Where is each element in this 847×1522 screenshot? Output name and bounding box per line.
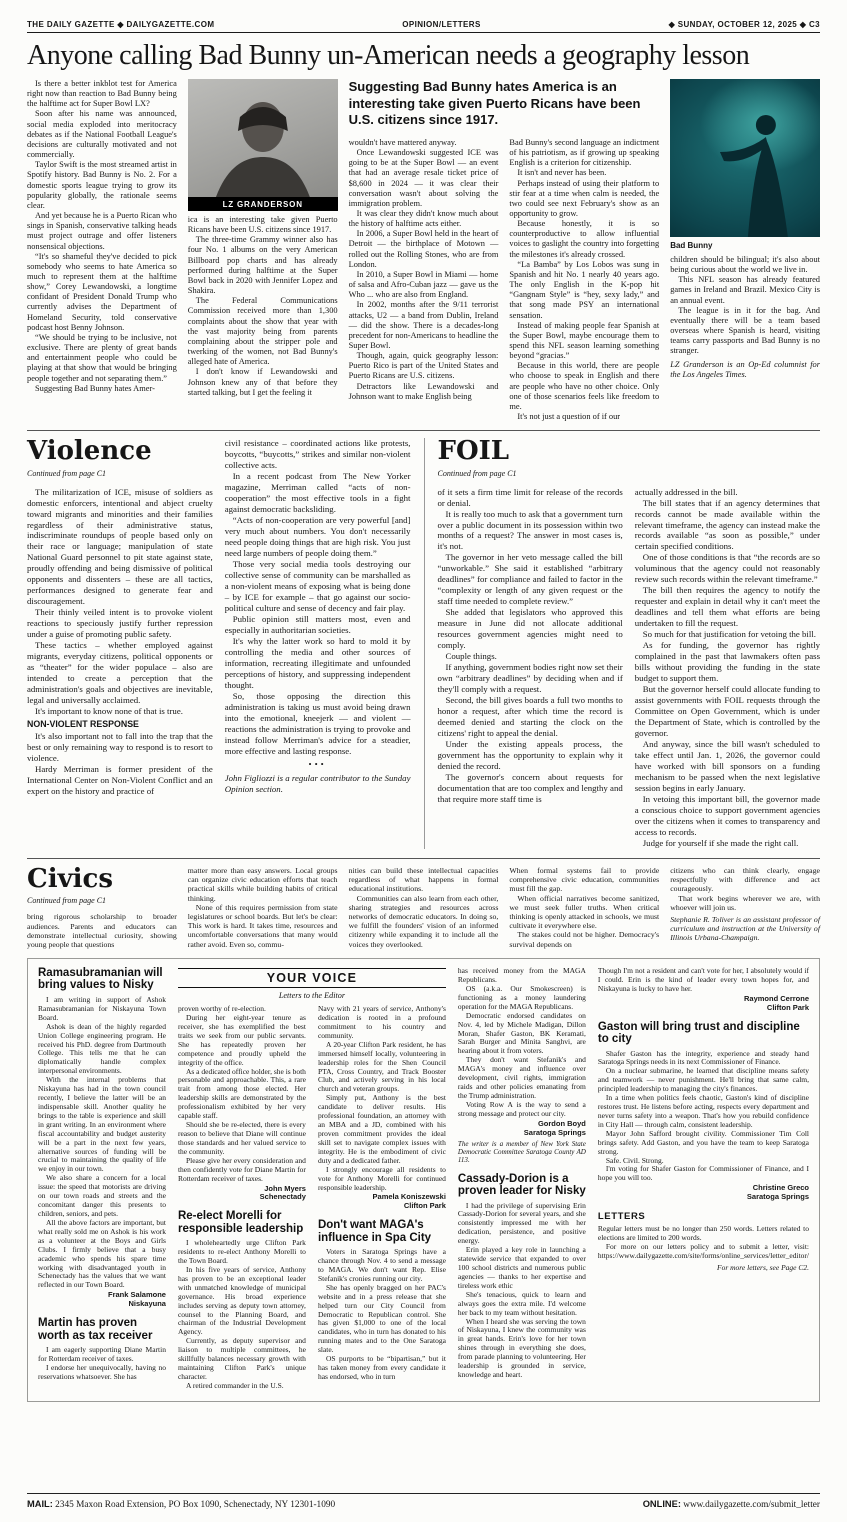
signature-location: Niskayuna: [128, 1299, 166, 1309]
paragraph: As for funding, the governor has rightly complained in the past that lawmakers often pass bills without providing the funding in the state budget to support them.: [634, 640, 820, 684]
paragraph: Erin played a key role in launching a statewide service that expanded to over 100 school districts and numerous public agencies — thanks to her expertise and tireless work ethic: [457, 1245, 586, 1290]
article-column-4: [509, 138, 659, 422]
signature-location: Schenectady: [259, 1192, 306, 1202]
letter-heading: Re-elect Morelli for responsible leadership: [177, 1210, 304, 1235]
paragraph: This NFL season has already featured games in Ireland and Brazil. Mexico City is an annual event.: [670, 275, 820, 305]
italic-note: For more letters, see Page C2.: [717, 1262, 809, 1272]
signature-name: Raymond Cerrone: [743, 993, 809, 1003]
paragraph: Once Lewandowski suggested ICE was going to be at the Super Bowl — an event that had an average resale ticket price of $8,600 in 2024 — it was clear their conversation wasn't about solving the immigration problem.: [348, 148, 499, 208]
paragraph: Suggesting Bad Bunny hates Amer-: [35, 383, 155, 393]
paragraph: Second, the bill gives boards a full two months to honor a request, after which time the record is deemed denied and starting the clock on the citizens' right to appeal the denial.: [437, 695, 623, 739]
foil-column-2: [635, 487, 820, 849]
violence-column-1: [27, 487, 213, 798]
foil-column-1: [438, 487, 623, 849]
paragraph: “Acts of non-cooperation are very powerful [and] very much about numbers. You don't necessarily need people doing things that are high risk. You just need large numbers of people doing them.”: [224, 515, 411, 559]
signature-location: Saratoga Springs: [746, 1192, 809, 1202]
civics-column-1: [27, 912, 177, 949]
paragraph: I had the privilege of supervising Erin Cassady-Dorion for several years, and she consistently impressed me with her dedication, persistence, and positive energy.: [457, 1200, 586, 1246]
violence-continued-line: Continued from page C1: [27, 468, 107, 478]
paragraph: When official narratives become sanitized, we must seek fuller truths. When critical thinking is openly attacked in schools, we must cultivate it everywhere else.: [509, 893, 660, 931]
pull-quote: Suggesting Bad Bunny hates America is an interesting take given Puerto Ricans have been U.S. citizens since 1917.: [348, 79, 641, 128]
paragraph: Currently, as deputy supervisor and liaison to multiple committees, he skillfully balances necessary growth with maintaining Clifton Park's unique character.: [177, 1336, 306, 1381]
paragraph: has received money from the MAGA Republicans.: [457, 966, 586, 984]
letters-column-5-text: [598, 967, 809, 1202]
paragraph: When formal systems fail to provide comprehensive civic education, communities must fill the gap.: [509, 866, 660, 894]
paragraph: She has openly bragged on her PAC's website and in a press release that she helped turn our City Council from Democratic to Republican control. She has given $1,000 to one of the local candidates, who in turn has donated to his running mates and to the One Saratoga slate.: [317, 1282, 446, 1355]
paragraph: “La Bamba” by Los Lobos was sung in Spanish and hit No. 1 nearly 40 years ago. The only English in the K-pop hit “Gangnam Style” is “hey, sexy lady,” and that song made PSY an international sensation.: [509, 259, 660, 320]
paragraph: actually addressed in the bill.: [634, 486, 738, 497]
paragraph: Shafer Gaston has the integrity, experience and steady hand Saratoga Springs needs in its next Commissioner of Finance.: [597, 1048, 809, 1067]
civics-heading-column: [27, 866, 177, 949]
paragraph: proven worthy of re-election.: [177, 1004, 266, 1014]
letters-column-4: [458, 967, 586, 1391]
performer-silhouette-icon: [670, 79, 820, 237]
violence-column-1-wrap: [27, 438, 213, 797]
signature-name: Frank Salamone: [108, 1290, 166, 1300]
civics-title: Civics: [27, 864, 114, 895]
foil-section: [424, 438, 821, 849]
paragraph: The militarization of ICE, misuse of soldiers as domestic enforcers, intentional and abject cruelty toward migrants and minorities and their families regardless of their administrative status, indiscriminate roundups of people based only on their race or language; manipulation of state National Guard personnel to pit state against state, proudly offending and being dismissive of political opponents and dissenters – these are all tactics, performances designed to generate fear and discouragement.: [27, 486, 213, 607]
paragraph: The governor's concern about requests for documentation that are too complex and lengthy and that require more staff time is: [437, 772, 623, 805]
letter-heading: Gaston will bring trust and discipline to city: [597, 1020, 800, 1046]
letter-heading: Don't want MAGA's influence in Spa City: [317, 1219, 432, 1244]
civics-column-5: [670, 866, 820, 949]
separator: •••: [308, 758, 327, 769]
paragraph: Voters in Saratoga Springs have a chance through Nov. 4 to send a message to MAGA. We don't want Rep. Elise Stefanik's cronies running our city.: [317, 1247, 446, 1283]
signature-name: John Myers: [264, 1183, 306, 1193]
paragraph: And anyway, since the bill wasn't scheduled to take effect until Jan. 1, 2026, the governor could have worked with bill sponsors on a funding mechanism to be passed when the next legislative session begins in early January.: [634, 739, 820, 794]
online-label: ONLINE:: [642, 1499, 681, 1509]
civics-column-2: [188, 866, 338, 949]
paragraph: They don't want Stefanik's and MAGA's money and influence over development, civil rights, immigration raids and other policies emanating from the Trump administration.: [457, 1055, 586, 1100]
paragraph: Public opinion still matters most, even and especially in authoritarian societies.: [224, 614, 411, 635]
your-voice-header: [178, 967, 446, 1000]
paragraph: We also share a concern for a local issue: the speed that motorists are driving on our town roads and streets and the concomitant danger this presents to children, seniors, and pets.: [38, 1173, 166, 1219]
bad-bunny-photo-figure: [670, 79, 820, 237]
letter-heading: Cassady-Dorion is a proven leader for Nisky: [457, 1172, 586, 1198]
columnist-photo-figure: [188, 79, 338, 211]
continued-sections-row: [27, 430, 820, 858]
paragraph: A retired commander in the U.S.: [185, 1380, 284, 1390]
paragraph: Is there a better inkblot test for America right now than reaction to Bad Bunny being the halftime act for Super Bowl LX?: [27, 79, 177, 109]
foil-continued-line: Continued from page C1: [437, 468, 517, 478]
letters-column-5: [598, 967, 809, 1391]
signature-location: Clifton Park: [403, 1201, 446, 1211]
letters-policy-title: LETTERS: [597, 1211, 646, 1223]
paragraph: Communities can also learn from each other, sharing strategies and resources across networks of democratic educators. In doing so, we fulfill the founders' vision of an informed citizenry while expanding it to include all the voices they overlooked.: [348, 893, 499, 949]
paragraph: One of those conditions is that “the records are so voluminous that the agency could not reasonably review such records within the relevant timeframe.”: [634, 552, 820, 585]
paragraph: It's important to know none of that is true.: [35, 706, 183, 717]
paragraph: All the above factors are important, but what really sold me on Ashok is his work as a volunteer at the Boys and Girls Clubs. I firmly believe that a busy academic who spends his spare time working with disadvantaged youth in Schenectady has the values that we want reflected in our Town Board.: [38, 1217, 166, 1290]
article-column-5: [670, 79, 820, 422]
paragraph: In 2006, a Super Bowl held in the heart of Detroit — the birthplace of Motown — rolled out the Rolling Stones, who are from London.: [348, 229, 499, 269]
paragraph: If anything, government bodies right now set their own “arbitrary deadlines” by deciding when and if they'll comply with a request.: [437, 662, 623, 695]
civics-column-3: [349, 866, 499, 949]
paragraph: Because in this world, there are people who choose to speak in English and there are people who have no other choice. Only one of those scenarios feels like freedom to me.: [509, 361, 660, 411]
paragraph: The stakes could not be higher. Democracy's survival depends on: [509, 930, 660, 949]
paragraph: These tactics – whether employed against migrants, everyday citizens, political opponents or as “theater” for the wider populace – also are intended to create a perception that the administration's goals and objectives are inevitable, legal and universally acclaimed.: [27, 640, 213, 706]
mail-address: 2345 Maxon Road Extension, PO Box 1090, Schenectady, NY 12301-1090: [55, 1500, 336, 1510]
paragraph: It's why the latter work so hard to mold it by controlling the media and other sources of information, recreating illegitimate and unfounded perceptions of history, and suppressing independent thought.: [224, 635, 411, 690]
paragraph: I wholeheartedly urge Clifton Park residents to re-elect Anthony Morelli to the Town Board.: [177, 1238, 306, 1266]
author-credit: John Figliozzi is a regular contributor to the Sunday Opinion section.: [224, 772, 411, 794]
paragraph: matter more than easy answers. Local groups can organize civic education efforts that teach practical skills while building habits of critical thinking.: [187, 866, 338, 903]
paragraph: So, those opposing the direction this administration is taking us must avoid being drawn into the emotional, kneejerk — and violent — reactions the administration is trying to provoke and instead follow Merriman's advice for a steadier, more effective and lasting response.: [224, 690, 411, 756]
article-column-5-text: [670, 255, 820, 380]
paragraph: I endorse her unequivocally, having no reservations whatsoever. She has: [38, 1362, 166, 1381]
signature-name: Pamela Koniszewski: [372, 1192, 446, 1202]
masthead-section-title: OPINION/LETTERS: [402, 20, 481, 29]
letters-column-3: [318, 1005, 446, 1391]
letter-heading: Martin has proven worth as tax receiver: [38, 1317, 153, 1342]
paragraph: “We should be trying to be inclusive, not exclusive. There are plenty of great bands and entertainment people who could be playing at that show that would be bringing people together and not separating them.”: [27, 332, 177, 383]
paragraph: Judge for yourself if she made the right call.: [642, 838, 799, 849]
paragraph: I am writing in support of Ashok Ramasubramanian for Niskayuna Town Board.: [38, 994, 166, 1022]
paragraph: Bad Bunny's second language an indictment of his patriotism, as if growing up speaking English is a criterion for citizenship.: [509, 137, 660, 168]
paragraph: Should she be re-elected, there is every reason to believe that Diane will continue those standards and her valued service to the community.: [177, 1120, 306, 1156]
paragraph: Hardy Merriman is former president of the International Center on Non-Violent Conflict and an expert on the history and practice of: [27, 764, 213, 797]
foil-title: FOIL: [437, 436, 510, 467]
signature-location: Saratoga Springs: [523, 1127, 586, 1137]
paragraph: I am eagerly supporting Diane Martin for Rotterdam receiver of taxes.: [38, 1344, 166, 1363]
paragraph: nities can build these intellectual capacities regardless of what happens in formal educational institutions.: [348, 866, 499, 894]
paragraph: As a dedicated office holder, she is both personable and approachable. This, a rare trait from among those elected. Her leadership skills are demonstrated by the professionalism exhibited by her very capable staff.: [177, 1066, 306, 1121]
paragraph: Detractors like Lewandowski and Johnson want to make English being: [348, 381, 499, 401]
main-article: [27, 79, 820, 428]
paragraph: With the internal problems that Niskayuna has had in the town council recently, I believe the latter will be an indispensable skill. Another quality he brings to the table is experience and skill in grant writing. In an environment where fiscal accountability and budget austerity will be a part in the next few years, alternative sources of funding will be crucial to maintaining the quality of life we enjoy in our town.: [38, 1075, 166, 1174]
paragraph: Please give her every consideration and then confidently vote for Diane Martin for Rotterdam receiver of taxes.: [177, 1155, 306, 1183]
paragraph: I strongly encourage all residents to vote for Anthony Morelli for continued responsible leadership.: [317, 1164, 446, 1192]
paragraph: She added that legislators who approved this measure in June did not allocate additional resources government agencies might need to comply.: [437, 607, 623, 651]
bad-bunny-photo-caption: Bad Bunny: [670, 241, 713, 250]
paragraph: I'm voting for Shafer Gaston for Commissioner of Finance, and I hope you will too.: [597, 1164, 809, 1183]
civics-section: [27, 858, 820, 958]
paragraph: It's not just a question of if our: [517, 412, 621, 422]
paragraph: OS purports to be “bipartisan,” but it has taken money from every candidate it has endorsed, who in turn: [317, 1354, 446, 1381]
paragraph: Couple things.: [445, 651, 497, 662]
paragraph: Voting Row A is the way to send a strong message and protect our city.: [457, 1099, 586, 1118]
paragraph: But the governor herself could allocate funding to assist governments with FOIL requests through the Committee on Open Government, which is under the Department of State, which is controlled by the governor.: [634, 684, 820, 739]
letters-column-2: [178, 1005, 306, 1391]
author-credit: LZ Granderson is an Op-Ed columnist for the Los Angeles Times.: [670, 359, 820, 379]
signature-location: Clifton Park: [766, 1002, 809, 1012]
paragraph: Taylor Swift is the most streamed artist in Spotify history. Bad Bunny is No. 2. For a domestic sports league trying to grow its popularity globally, the rationale seems clear.: [27, 160, 177, 210]
violence-column-2: [225, 438, 411, 797]
paragraph: Simply put, Anthony is the best candidate to deliver results. His professional foundation, an attorney with an MBA and a JD, combined with his proven commitment provides the ideal skill set to navigate complex issues with integrity. He is the embodiment of civic duty and a dedicated father.: [317, 1093, 446, 1165]
paragraph: The bill then requires the agency to notify the requester and explain in detail why it can't meet the deadlines and tell them what efforts are being undertaken to fill the request.: [634, 585, 820, 629]
paragraph: That work begins wherever we are, with whoever will join us.: [670, 893, 820, 912]
page-footer: [27, 1493, 820, 1510]
paragraph: Those very social media tools destroying our collective sense of community can be marshalled as a non-violent means of exposing what is being done – by ICE for example – that go against our socio-political culture and sense of decency and fair play.: [224, 559, 411, 614]
paragraph: The Federal Communications Commission received more than 1,300 complaints about the show that year with the vast majority being from parents complaining about the stripper pole and twerking of the women, not Bad Bunny's alleged hate of America.: [187, 296, 338, 367]
your-voice-title: YOUR VOICE: [178, 968, 446, 988]
paragraph: On a nuclear submarine, he learned that discipline means safety and teamwork — never punishment. He'll bring that same calm, principled leadership to managing the city's finances.: [597, 1066, 809, 1094]
paragraph: Navy with 21 years of service, Anthony's dedication is rooted in a profound commitment to his country and community.: [317, 1004, 446, 1040]
article-column-2-text: [188, 215, 338, 398]
article-column-1: [27, 79, 177, 422]
paragraph: In his five years of service, Anthony has proven to be an exceptional leader with unmatched knowledge of municipal governance. His broad experience includes serving as deputy town attorney, counsel to the Planning Board, and chairman of the Industrial Development Agency.: [177, 1264, 306, 1337]
footer-mail: [27, 1499, 335, 1510]
paragraph: Though, again, quick geography lesson: Puerto Rico is part of the United States and Puerto Ricans are U.S. citizens.: [348, 351, 499, 381]
masthead-left: THE DAILY GAZETTE ◆ DAILYGAZETTE.COM: [27, 20, 215, 29]
paragraph: In 2002, months after the 9/11 terrorist attacks, U2 — a band from Dublin, Ireland — did the show. There is a decades-long precedent for non-Americans to headline the Super Bowl.: [348, 300, 499, 350]
paragraph: When I heard she was serving the town of Niskayuna, I knew the community was in great hands. Erin's love for her town shines through in everything she does, from parade planning to volunteering. Her leadership is grounded in service, knowledge and heart.: [457, 1316, 586, 1380]
paragraph: It is really too much to ask that a government turn over a public document in its possession within two months of a request? The answer in most cases is, it's not.: [437, 508, 623, 552]
bad-bunny-photo: [670, 79, 820, 237]
paragraph: Mayor John Safford brought civility. Commissioner Tim Coll brings safety. Add Gaston, and you have the team to keep Saratoga strong.: [597, 1128, 809, 1156]
paragraph: The bill states that if an agency determines that records cannot be made available within the relevant timeframe, the agency can instead make the records available “as soon as possible,” under certain specified conditions.: [634, 497, 820, 552]
violence-section: [27, 438, 424, 849]
paragraph: A 20-year Clifton Park resident, he has immersed himself locally, volunteering in leadership roles for the Shen Council PTA, Cross Country, and Track Booster Club, and actively serving in his local church and veteran groups.: [317, 1039, 446, 1094]
mail-label: MAIL:: [27, 1499, 53, 1509]
paragraph: Perhaps instead of using their platform to stir fear at a time when calm is needed, the two could see next February's show as an opportunity to grow.: [509, 178, 660, 218]
lz-granderson-photo: [188, 79, 338, 197]
paragraph: Soon after his name was announced, social media exploded into meritocracy debates as if the National Football League's decisions are culturally motivated and not commercially.: [27, 109, 177, 160]
paragraph: Democratic endorsed candidates on Nov. 4, led by Michele Madigan, Dillon Moran, Shafer Gaston, BK Keramati, Sarah Burger and Minita Sanghvi, are hearing about it from voters.: [457, 1010, 586, 1056]
masthead: [27, 20, 820, 33]
paragraph: In vetoing this important bill, the governor made a conscious choice to support government agencies over the citizens when it comes to transparency and access to records.: [634, 794, 820, 838]
letter-heading: Ramasubramanian will bring values to Nisky: [38, 967, 163, 992]
paragraph: In a recent podcast from The New Yorker magazine, Merriman called “acts of non-cooperation” the most effective tools in a fight against democratic backsliding.: [224, 471, 411, 515]
paragraph: In a time when politics feels chaotic, Gaston's kind of discipline restores trust. He listens before acting, respects every department and never turns safety into a weapon. That's how you rebuild confidence in City Hall — through calm, consistent leadership.: [597, 1093, 809, 1129]
your-voice-subtitle: Letters to the Editor: [278, 991, 346, 1001]
paragraph: of it sets a firm time limit for release of the records or denial.: [437, 486, 623, 508]
paragraph: And yet because he is a Puerto Rican who sings in Spanish, conservative talking heads must project outrage and offer listeners nonsensical objections.: [27, 211, 177, 251]
article-columns-3-4: [349, 79, 660, 422]
main-headline: Anyone calling Bad Bunny un-American needs a geography lesson: [27, 40, 750, 71]
paragraph: It isn't and never has been.: [517, 168, 607, 178]
paragraph: So much for that justification for vetoing the bill.: [642, 629, 816, 640]
paragraph: Under the existing appeals process, the government has the opportunity to explain why it denied the record.: [437, 739, 623, 772]
footer-online: [643, 1499, 820, 1510]
letters-section: [27, 958, 820, 1402]
paragraph: children should be bilingual; it's also about being curious about the world we live in.: [670, 255, 820, 275]
paragraph: OS (a.k.a. Our Smokescreen) is functioning as a money laundering operation for the MAGA Republicans.: [457, 983, 586, 1011]
paragraph: Their thinly veiled intent is to provoke violent reactions to speciously justify further repression under a guise of promoting public safety.: [27, 607, 213, 640]
paragraph: Regular letters must be no longer than 250 words. Letters related to elections are limited to 200 words.: [597, 1224, 809, 1243]
columnist-photo-caption: LZ GRANDERSON: [188, 197, 338, 211]
paragraph: It was clear they didn't know much about the history of halftime acts either.: [348, 208, 499, 229]
author-credit: Stephanie R. Toliver is an assistant professor of curriculum and instruction at the University of Illinois Urbana-Champaign.: [670, 914, 820, 943]
paragraph: The league is in it for the bag. And eventually there will be a team based overseas where Spanish is heard, visiting teams carry passports and Bad Bunny is no stranger.: [670, 305, 820, 356]
paragraph: Instead of making people fear Spanish at the Super Bowl, maybe encourage them to spend this NFL season learning something beyond “gracias.”: [509, 320, 660, 361]
paragraph: I don't know if Lewandowski and Johnson knew any of that before they started talking, but I get the feeling it: [187, 367, 338, 397]
italic-note: The writer is a member of New York State Democratic Committee Saratoga County AD 113.: [457, 1139, 586, 1165]
online-url: www.dailygazette.com/submit_letter: [683, 1500, 820, 1510]
signature-name: Gordon Boyd: [537, 1118, 586, 1128]
paragraph: wouldn't have mattered anyway.: [348, 137, 457, 147]
paragraph: For more on our letters policy and to submit a letter, visit: https://www.dailygazette.com/site/forms/online_services/letter_editor/: [597, 1242, 809, 1260]
violence-title: Violence: [27, 436, 152, 467]
civics-column-4: [509, 866, 659, 949]
civics-continued-line: Continued from page C1: [27, 896, 107, 906]
letters-column-1: [38, 967, 166, 1391]
portrait-silhouette-icon: [188, 79, 338, 197]
paragraph: The governor in her veto message called the bill “unworkable.” She said it established “arbitrary deadlines” for compliance and failed to factor in the “complexity or length of any given request or the staff time needed to complete review.”: [437, 552, 623, 607]
paragraph: None of this requires permission from state legislatures or school boards. But let's be clear: This work is hard. It takes time, resources and uncomfortable conversations that many would rather avoid. Even so, commu-: [187, 902, 338, 949]
paragraph: During her eight-year tenure as receiver, she has exemplified the best traits we seek from our public servants. She has repeatedly proven her competence and proudly upheld the integrity of the office.: [177, 1013, 306, 1067]
signature-name: Christine Greco: [752, 1183, 809, 1193]
masthead-date-page: ◆ SUNDAY, OCTOBER 12, 2025 ◆ C3: [668, 20, 820, 29]
subhead: NON-VIOLENT RESPONSE: [27, 719, 139, 730]
paragraph: Though I'm not a resident and can't vote for her, I absolutely would if I could. Erin is the kind of leader every town hopes for, and Niskayuna is lucky to have her.: [597, 966, 809, 993]
paragraph: bring rigorous scholarship to broader audiences. Parents and educators can demonstrate intellectual curiosity, showing young people that questions: [27, 912, 177, 949]
letters-policy: [598, 1211, 809, 1273]
paragraph: Ashok is dean of the highly regarded Union College engineering program. He received his PhD. degree from Dartmouth College. This tells me that he can diplomatically handle complex interpersonal environments.: [38, 1021, 166, 1076]
paragraph: Safe. Civil. Strong.: [605, 1155, 664, 1165]
paragraph: “It's so shameful they've decided to pick somebody who seems to hate America so much to represent them at the halftime show,” Corey Lewandowski, a longtime confidant of President Donald Trump who currently advises the Department of Homeland Security, told conservative podcast host Benny Johnson.: [27, 251, 177, 332]
article-column-3: [349, 138, 499, 422]
article-column-2: [188, 79, 338, 422]
paragraph: citizens who can think clearly, engage respectfully with difference and act courageously.: [670, 866, 820, 894]
letters-policy-text: [598, 1225, 809, 1273]
paragraph: She's tenacious, quick to learn and always goes the extra mile. I'd welcome her back to my team without hesitation.: [457, 1289, 586, 1317]
paragraph: In 2010, a Super Bowl in Miami — home of salsa and Afro-Cuban jazz — gave us the Who ... who are also from England.: [348, 269, 499, 300]
paragraph: The three-time Grammy winner also has four No. 1 albums on the very American Billboard pop charts and has already performed during halftime at the Super Bowl back in 2020 with Jennifer Lopez and Shakira.: [187, 235, 338, 296]
paragraph: civil resistance – coordinated actions like protests, boycotts, “buycotts,” strikes and similar non-violent collective acts.: [224, 438, 411, 471]
paragraph: ica is an interesting take given Puerto Ricans have been U.S. citizens since 1917.: [187, 215, 338, 235]
paragraph: It's also important not to fall into the trap that the best or only remaining way to respond is to resort to violence.: [27, 731, 213, 764]
paragraph: Because honestly, it is so counterproductive to allow influential voices to gaslight the country into forgetting the milestones it's already crossed.: [509, 219, 660, 259]
